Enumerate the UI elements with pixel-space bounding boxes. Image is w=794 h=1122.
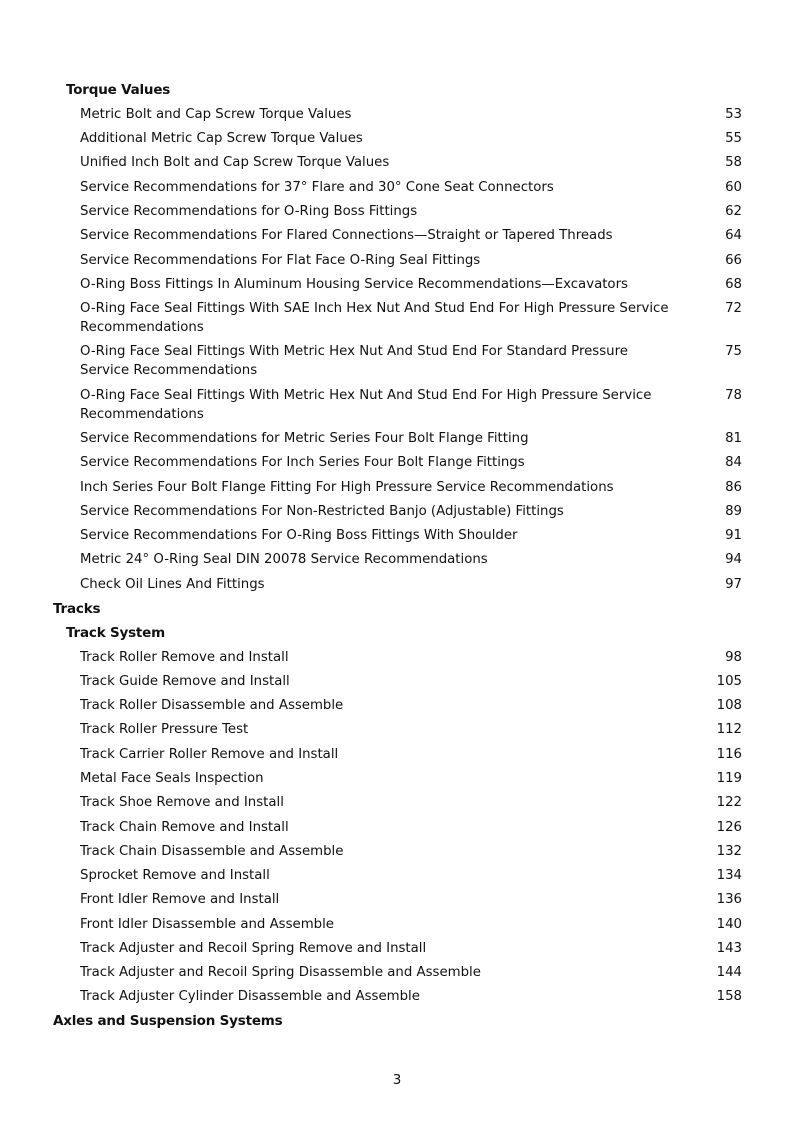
toc-entry[interactable] xyxy=(0,791,794,815)
toc-entry-title: Track Adjuster and Recoil Spring Disassemble and Assemble xyxy=(80,965,481,981)
toc-entry-page: 140 xyxy=(716,916,742,932)
toc-entry-page: 62 xyxy=(725,204,742,220)
toc-entry-title: Track Roller Remove and Install xyxy=(80,649,289,665)
toc-entry-page: 86 xyxy=(725,479,742,495)
toc-entry-page: 60 xyxy=(725,179,742,195)
toc-entry-page: 105 xyxy=(716,673,742,689)
toc-entry-title: Track Chain Disassemble and Assemble xyxy=(80,843,344,859)
toc-entry-page: 143 xyxy=(716,940,742,956)
toc-entry[interactable] xyxy=(0,340,794,383)
toc-entry[interactable] xyxy=(0,272,794,296)
toc-entry-title: Metal Face Seals Inspection xyxy=(80,770,264,786)
toc-entry-page: 158 xyxy=(716,989,742,1005)
toc-entry-title: Service Recommendations for 37° Flare and 30° Cone Seat Connectors xyxy=(80,179,554,195)
page-number: 3 xyxy=(392,1072,402,1088)
table-of-contents xyxy=(0,78,794,1033)
toc-entry[interactable] xyxy=(0,766,794,790)
toc-entry-title: O-Ring Face Seal Fittings With Metric Hex Nut And Stud End For High Pressure Service Recommendations xyxy=(80,387,652,422)
toc-entry-title: Service Recommendations For Flat Face O-Ring Seal Fittings xyxy=(80,252,481,268)
toc-entry[interactable] xyxy=(0,912,794,936)
toc-entry-title: Service Recommendations For Non-Restricted Banjo (Adjustable) Fittings xyxy=(80,503,564,519)
toc-entry-title: Track Guide Remove and Install xyxy=(80,673,290,689)
toc-entry-page: 98 xyxy=(725,649,742,665)
toc-entry-title: Service Recommendations for Metric Series Four Bolt Flange Fitting xyxy=(80,430,529,446)
toc-entry[interactable] xyxy=(0,936,794,960)
toc-entry[interactable] xyxy=(0,248,794,272)
toc-entry-page: 119 xyxy=(716,770,742,786)
toc-entry[interactable] xyxy=(0,645,794,669)
toc-entry-page: 116 xyxy=(716,746,742,762)
toc-entry-page: 53 xyxy=(725,106,742,122)
toc-entry[interactable] xyxy=(0,475,794,499)
toc-entry-page: 126 xyxy=(716,819,742,835)
toc-entry-title: Track Adjuster and Recoil Spring Remove and Install xyxy=(80,940,427,956)
toc-entry[interactable] xyxy=(0,524,794,548)
toc-entry-page: 134 xyxy=(716,868,742,884)
toc-entry[interactable] xyxy=(0,224,794,248)
toc-entry[interactable] xyxy=(0,102,794,126)
toc-entry-title: Track Shoe Remove and Install xyxy=(80,795,284,811)
toc-entry-title: Inch Series Four Bolt Flange Fitting For High Pressure Service Recommendations xyxy=(80,479,614,495)
toc-entry-title: Track Roller Disassemble and Assemble xyxy=(80,698,344,714)
toc-entry-title: Service Recommendations For Inch Series Four Bolt Flange Fittings xyxy=(80,455,525,471)
toc-entry-page: 91 xyxy=(725,528,742,544)
toc-entry-page: 66 xyxy=(725,252,742,268)
toc-entry-title: O-Ring Face Seal Fittings With SAE Inch Hex Nut And Stud End For High Pressure Service Recommendations xyxy=(80,301,669,336)
toc-entry-page: 84 xyxy=(725,455,742,471)
toc-entry-title: Sprocket Remove and Install xyxy=(80,868,270,884)
toc-entry-page: 108 xyxy=(716,698,742,714)
toc-entry-title: Additional Metric Cap Screw Torque Values xyxy=(80,131,363,147)
toc-entry[interactable] xyxy=(0,985,794,1009)
toc-entry[interactable] xyxy=(0,451,794,475)
toc-entry-page: 55 xyxy=(725,131,742,147)
toc-entry-page: 122 xyxy=(716,795,742,811)
toc-entry-page: 72 xyxy=(725,301,742,317)
subsection-heading[interactable]: Track System xyxy=(66,624,166,641)
toc-entry-page: 75 xyxy=(725,344,742,360)
toc-entry-title: Metric Bolt and Cap Screw Torque Values xyxy=(80,106,352,122)
section-heading[interactable]: Axles and Suspension Systems xyxy=(53,1013,283,1030)
toc-entry-title: O-Ring Boss Fittings In Aluminum Housing Service Recommendations—Excavators xyxy=(80,276,628,292)
toc-entry-title: Track Carrier Roller Remove and Install xyxy=(80,746,339,762)
toc-entry[interactable] xyxy=(0,175,794,199)
toc-entry-page: 136 xyxy=(716,892,742,908)
toc-entry-page: 78 xyxy=(725,387,742,403)
toc-entry[interactable] xyxy=(0,815,794,839)
toc-entry-title: Front Idler Disassemble and Assemble xyxy=(80,916,334,932)
section-heading[interactable]: Tracks xyxy=(53,600,101,617)
toc-entry-title: Track Roller Pressure Test xyxy=(80,722,249,738)
toc-entry-page: 112 xyxy=(716,722,742,738)
toc-entry-page: 144 xyxy=(716,965,742,981)
toc-entry[interactable] xyxy=(0,961,794,985)
toc-entry-page: 132 xyxy=(716,843,742,859)
toc-entry[interactable] xyxy=(0,297,794,340)
toc-entry[interactable] xyxy=(0,694,794,718)
toc-entry[interactable] xyxy=(0,669,794,693)
toc-entry-title: Metric 24° O-Ring Seal DIN 20078 Service Recommendations xyxy=(80,552,488,568)
toc-entry-title: O-Ring Face Seal Fittings With Metric Hex Nut And Stud End For Standard Pressure Service Recommendations xyxy=(80,344,628,379)
toc-entry-title: Check Oil Lines And Fittings xyxy=(80,576,265,592)
toc-entry-page: 58 xyxy=(725,155,742,171)
toc-entry[interactable] xyxy=(0,548,794,572)
toc-entry-title: Service Recommendations For O-Ring Boss Fittings With Shoulder xyxy=(80,528,518,544)
toc-entry-page: 97 xyxy=(725,576,742,592)
toc-entry-title: Service Recommendations for O-Ring Boss Fittings xyxy=(80,204,418,220)
toc-entry-page: 68 xyxy=(725,276,742,292)
toc-entry[interactable] xyxy=(0,499,794,523)
toc-entry-page: 89 xyxy=(725,503,742,519)
toc-entry-title: Service Recommendations For Flared Connections—Straight or Tapered Threads xyxy=(80,228,613,244)
toc-entry[interactable] xyxy=(0,742,794,766)
toc-entry[interactable] xyxy=(0,151,794,175)
toc-entry[interactable] xyxy=(0,572,794,596)
toc-entry-page: 94 xyxy=(725,552,742,568)
toc-entry-title: Track Adjuster Cylinder Disassemble and Assemble xyxy=(80,989,420,1005)
toc-entry[interactable] xyxy=(0,199,794,223)
toc-entry-title: Track Chain Remove and Install xyxy=(80,819,289,835)
subsection-heading[interactable]: Torque Values xyxy=(66,82,171,99)
toc-entry-title: Front Idler Remove and Install xyxy=(80,892,280,908)
toc-entry[interactable] xyxy=(0,839,794,863)
toc-entry[interactable] xyxy=(0,863,794,887)
toc-entry[interactable] xyxy=(0,888,794,912)
toc-entry-title: Unified Inch Bolt and Cap Screw Torque Values xyxy=(80,155,390,171)
toc-entry[interactable] xyxy=(0,383,794,426)
toc-entry[interactable] xyxy=(0,426,794,450)
toc-entry-page: 81 xyxy=(725,430,742,446)
toc-entry-page: 64 xyxy=(725,228,742,244)
toc-entry[interactable] xyxy=(0,718,794,742)
toc-entry[interactable] xyxy=(0,127,794,151)
